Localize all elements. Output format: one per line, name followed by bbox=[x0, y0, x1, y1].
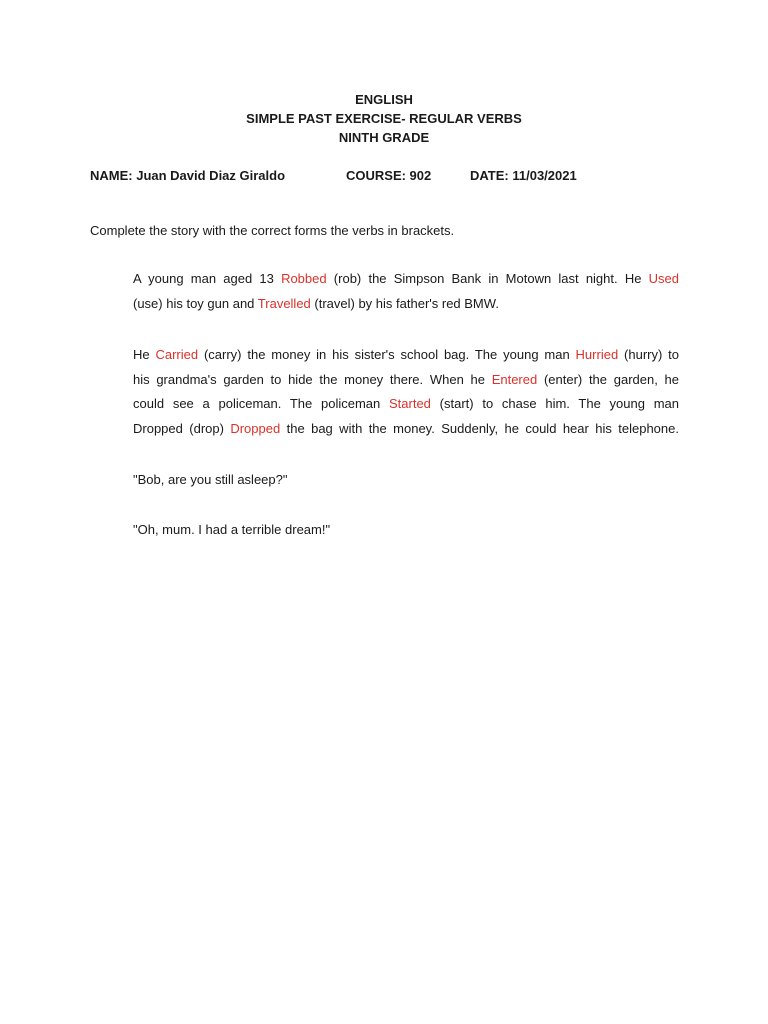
answer-verb: Used bbox=[648, 271, 679, 286]
answer-verb: Hurried bbox=[575, 347, 619, 362]
answer-verb: Entered bbox=[491, 371, 538, 387]
paragraph-line: could see a policeman. The policeman Started (start) to chase him. The young man bbox=[133, 396, 679, 411]
answer-verb: Dropped bbox=[230, 420, 281, 436]
answer-verb: Travelled bbox=[257, 295, 311, 311]
course-number: COURSE: 902 bbox=[346, 168, 432, 183]
answer-verb: Carried bbox=[155, 347, 199, 362]
instruction-text: Complete the story with the correct forms the verbs in brackets. bbox=[90, 223, 455, 238]
subject-title: ENGLISH bbox=[355, 92, 413, 107]
paragraph-line: (use) his toy gun and Travelled (travel) by his father's red BMW. bbox=[133, 295, 499, 311]
answer-verb: Started bbox=[389, 396, 431, 411]
dialogue-line-1: "Bob, are you still asleep?" bbox=[133, 472, 288, 487]
dialogue-line-2: "Oh, mum. I had a terrible dream!" bbox=[133, 522, 331, 537]
paragraph-line: his grandma's garden to hide the money there. When he Entered (enter) the garden, he bbox=[133, 371, 679, 387]
story-paragraph-1 bbox=[133, 267, 679, 316]
answer-verb: Robbed bbox=[281, 271, 327, 286]
paragraph-line: Dropped (drop) Dropped the bag with the money. Suddenly, he could hear his telephone. bbox=[133, 420, 679, 436]
student-name: NAME: Juan David Diaz Giraldo bbox=[90, 168, 286, 183]
paragraph-line: He Carried (carry) the money in his sister's school bag. The young man Hurried (hurry) to bbox=[133, 347, 680, 362]
exercise-date: DATE: 11/03/2021 bbox=[470, 168, 577, 183]
document-header bbox=[0, 90, 768, 147]
story-paragraph-2 bbox=[133, 343, 679, 441]
grade-title: NINTH GRADE bbox=[338, 130, 430, 145]
paragraph-line: A young man aged 13 Robbed (rob) the Simpson Bank in Motown last night. He Used bbox=[133, 271, 679, 286]
exercise-title: SIMPLE PAST EXERCISE- REGULAR VERBS bbox=[246, 111, 522, 126]
